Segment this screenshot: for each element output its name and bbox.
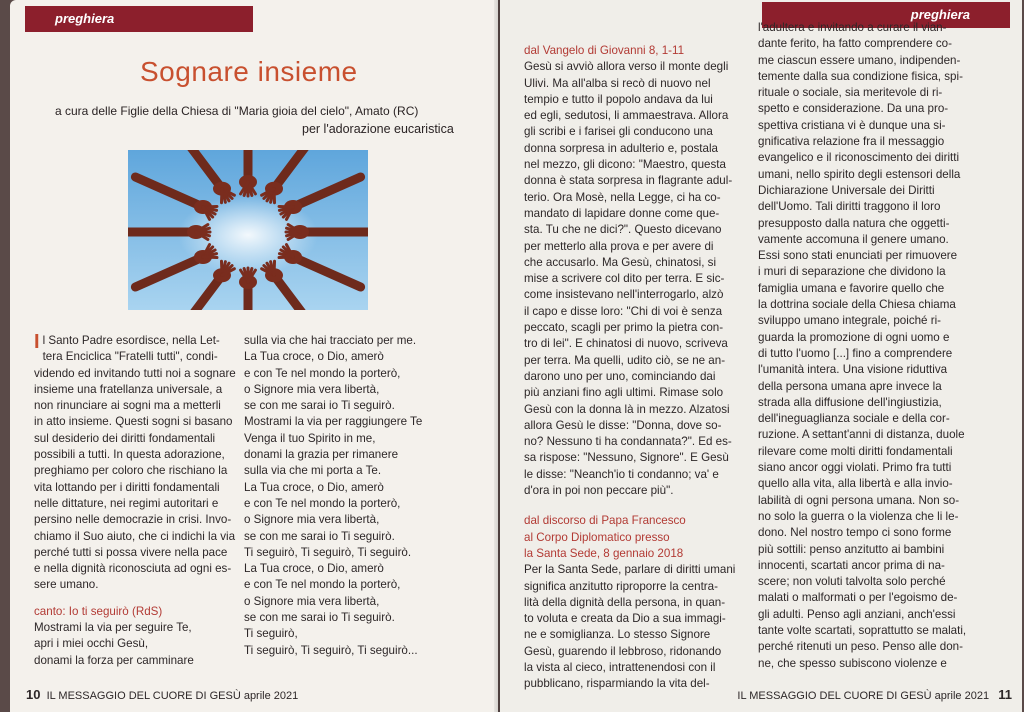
text-line: sere umano. [34, 578, 99, 592]
hands-circle-illustration [128, 150, 368, 310]
text-line: preghiamo per coloro che rischiano la [34, 464, 228, 478]
text-line: nel mezzo, gli dicono: "Maestro, questa [524, 158, 726, 172]
intro-column [34, 333, 238, 669]
text-line: nelle dittature, nei regimi autoritari e [34, 496, 219, 510]
text-line: vamente accomuna il genere umano. [758, 232, 949, 246]
text-line: quello alla vita, alla libertà e alla invio- [758, 477, 953, 491]
text-line: rituale o sociale, sia meritevole di ri- [758, 86, 943, 100]
text-line: scere; non voluti talvolta solo perché [758, 575, 946, 589]
text-line: come insistevano nell'interrogarlo, alzò [524, 288, 724, 302]
finger-shape [279, 206, 293, 207]
footer-text-right: IL MESSAGGIO DEL CUORE DI GESÙ aprile 2021 [737, 690, 990, 702]
gospel-heading: dal Vangelo di Giovanni 8, 1-11 [524, 44, 685, 57]
text-line: me ciascun essere umano, indipenden- [758, 53, 961, 67]
text-line: non rinunciare ai sogni ma a metterli [34, 399, 221, 413]
lyric-line: e con Te nel mondo la porterò, [244, 366, 401, 380]
text-line: d'ora in poi non peccare più". [524, 484, 674, 498]
text-line: l'adultera e invitando a curare il vian- [758, 21, 947, 34]
text-line: persino nelle democrazie in crisi. Invo- [34, 513, 232, 527]
text-line: dell'Uomo. Tali diritti traggono il loro [758, 200, 941, 214]
text-line: malati o malformati o per l'egoismo de- [758, 591, 958, 605]
text-line: il capo e disse loro: "Chi di voi è senza [524, 304, 723, 318]
text-line: insieme una fratellanza universale, a [34, 382, 223, 396]
text-line: Dichiarazione Universale dei Diritti [758, 183, 935, 197]
lyric-line: se con me sarai io Ti seguirò. [244, 399, 395, 413]
lyric-line: Ti seguirò, Ti seguirò, Ti seguirò... [244, 643, 418, 657]
text-line: le disse: "Neanch'io ti condanno; va' e [524, 467, 719, 481]
text-line: no solo la guerra o la violenza che li le- [758, 509, 959, 523]
text-line: i muri di separazione che dividono la [758, 265, 946, 279]
text-line: temente dalla sua condizione fisica, spi- [758, 69, 963, 83]
text-line: Ulivi. Ma all'alba si recò di nuovo nel [524, 76, 711, 90]
lyric-line: La Tua croce, o Dio, amerò [244, 562, 384, 576]
text-line: donna sorpresa in adulterio e, postala [524, 141, 719, 155]
text-line: umani, nello spirito degli estensori della [758, 167, 961, 181]
text-line: terio. Ora Mosè, nella Legge, ci ha co- [524, 190, 721, 204]
lyric-line: o Signore mia vera libertà, [244, 382, 380, 396]
text-line: gnificativa relazione fra il messaggio [758, 135, 945, 149]
text-line: ne, che spesso subiscono violenze e [758, 656, 947, 670]
canto-heading: canto: Io ti seguirò (RdS) [34, 604, 163, 618]
lyric-line: e con Te nel mondo la porterò, [244, 578, 401, 592]
lyric-line: o Signore mia vera libertà, [244, 594, 380, 608]
right-page [500, 0, 1022, 712]
lyric-line: se con me sarai io Ti seguirò. [244, 529, 395, 543]
text-line: presupposto dalla natura che oggetti- [758, 216, 950, 230]
lyric-line: e con Te nel mondo la porterò, [244, 496, 401, 510]
text-line: Per la Santa Sede, parlare di diritti umani [524, 563, 736, 577]
lyric-line: sulla via che hai tracciato per me. [244, 334, 417, 347]
text-line: allora Gesù le disse: "Donna, dove so- [524, 418, 722, 432]
pope-speech-heading [524, 513, 748, 562]
page-number-right: 11 [998, 687, 1012, 702]
text-line: siano ancor oggi violati. Primo fra tutti [758, 461, 952, 475]
left-page [10, 0, 498, 712]
article-subtitle: per l'adorazione eucaristica [302, 122, 454, 136]
article-credit: a cura delle Figlie della Chiesa di "Maria gioia del cielo", Amato (RC) [55, 104, 419, 118]
text-line: sa rispose: "Nessuno, Signore". E Gesù [524, 451, 729, 465]
heading-line: dal discorso di Papa Francesco [524, 514, 686, 528]
text-line: dell'ineguaglianza sociale e della cor- [758, 412, 950, 426]
text-line: tempio e tutto il popolo andava da lui [524, 92, 713, 106]
lyric-line: o Signore mia vera libertà, [244, 513, 380, 527]
lyric-line: La Tua croce, o Dio, amerò [244, 350, 384, 364]
text-line: rilevare come molti diritti fondamentali [758, 444, 953, 458]
text-line: più anziani fino agli ultimi. Rimase solo [524, 386, 724, 400]
speech-column [758, 20, 994, 672]
heading-line: la Santa Sede, 8 gennaio 2018 [524, 546, 684, 560]
text-line: evangelico e il riconoscimento dei diritti [758, 151, 960, 165]
article-title: Sognare insieme [140, 56, 358, 87]
text-line: tro di lei". E chinatosi di nuovo, scriveva [524, 337, 728, 351]
lyric-line: donami la grazia per rimanere [244, 448, 399, 462]
text-line: mandato di lapidare donne come que- [524, 206, 720, 220]
text-line: ne e somiglianza. Lo stesso Signore [524, 628, 711, 642]
text-line: dono. Nel nostro tempo ci sono forme [758, 526, 952, 540]
hands-circle-photo [128, 150, 368, 310]
lyric-line: apri i miei occhi Gesù, [34, 637, 149, 651]
text-line: la dottrina sociale della Chiesa chiama [758, 298, 956, 312]
text-line: la vista al cieco, intrattenendosi con il [524, 660, 716, 674]
text-line: dante ferito, ha fatto comprendere co- [758, 37, 952, 51]
text-line: guarda la promozione di ogni uomo e [758, 330, 950, 344]
text-line: donna è stata sorpresa in flagrante adul- [524, 174, 733, 188]
text-line: perché ritenuti un peso. Penso alle don- [758, 640, 963, 654]
text-line: possibili a tutti. In questa adorazione, [34, 448, 225, 462]
text-line: in atto insieme. Questi sogni si basano [34, 415, 233, 429]
text-line: famiglia umana e favorire quello che [758, 281, 945, 295]
text-line: gli scribi e i farisei gli conducono una [524, 125, 713, 139]
speech-text [758, 20, 994, 672]
text-line: no? Nessuno ti ha condannata?". Ed es- [524, 435, 732, 449]
gospel-text [524, 59, 748, 499]
lyric-line: Mostrami la via per raggiungere Te [244, 415, 423, 429]
section-band-right: preghiera [762, 2, 1010, 28]
text-line: Gesù con la donna là in mezzo. Alzatosi [524, 402, 730, 416]
footer-text-left: IL MESSAGGIO DEL CUORE DI GESÙ aprile 2021 [46, 690, 299, 702]
text-line: tera Enciclica "Fratelli tutti", condi- [42, 350, 218, 364]
text-line: della persona umana apre invece la [758, 379, 942, 393]
text-line: strada alla diffusione dell'ingiustizia, [758, 395, 942, 409]
text-line: tante volte scartati, soprattutto se malati, [758, 623, 967, 637]
text-line: Gesù, guarendo il lebbroso, ridonando [524, 644, 722, 658]
text-line: ed egli, sedutosi, li ammaestrava. Allora [524, 109, 729, 123]
section-band-left: preghiera [25, 6, 253, 32]
text-line: pubblicano, risparmiando la vita del- [524, 677, 710, 691]
text-line: ruzione. A settant'anni di distanza, duole [758, 428, 965, 442]
text-line: lità della dignità della persona, in quan- [524, 595, 726, 609]
lyric-line: Mostrami la via per seguire Te, [34, 621, 192, 635]
text-line: sta. Tu che ne dici?". Questo dicevano [524, 223, 722, 237]
text-line: spetto e considerazione. Da una pro- [758, 102, 949, 116]
text-line: e nella dignità riconosciuta ad ogni es- [34, 562, 232, 576]
text-line: mise a scrivere col dito per terra. E sic- [524, 272, 725, 286]
lyric-line: donami la forza per camminare [34, 653, 194, 667]
lyric-line: sulla via che mi porta a Te. [244, 464, 382, 478]
footer-left [26, 687, 298, 702]
text-line: Gesù si avviò allora verso il monte degli [524, 60, 729, 74]
lyric-line: Ti seguirò, [244, 627, 298, 641]
text-line: spettiva cristiana vi è dunque una si- [758, 118, 946, 132]
text-line: che accusarlo. Ma Gesù, chinatosi, si [524, 255, 717, 269]
text-line: innocenti, scartati ancor prima di na- [758, 558, 945, 572]
text-line: per metterlo alla prova e per avere di [524, 239, 714, 253]
finger-shape [221, 189, 222, 203]
lyric-line: se con me sarai io Ti seguirò. [244, 611, 395, 625]
gospel-column [524, 43, 748, 693]
text-line: significa anzitutto riproporre la centra- [524, 579, 718, 593]
text-line: di tutto l'uomo [...] fino a comprendere [758, 346, 953, 360]
text-line: chiamo il Suo aiuto, che ci indichi la via [34, 529, 236, 543]
lyric-line: Ti seguirò, Ti seguirò, Ti seguirò. [244, 545, 412, 559]
text-line: più sottili: penso anzitutto ai bambini [758, 542, 945, 556]
song-column [244, 333, 444, 659]
text-line: perché tutti si possa vivere nella pace [34, 545, 228, 559]
text-line: Essi sono stati enunciati per rimuovere [758, 249, 958, 263]
heading-line: al Corpo Diplomatico presso [524, 530, 670, 544]
text-line: sviluppo umano integrale, poiché ri- [758, 314, 942, 328]
finger-shape [203, 257, 217, 258]
pope-speech-text [524, 562, 748, 692]
text-line: videndo ed invitando tutti noi a sognare [34, 366, 236, 380]
finger-shape [274, 261, 275, 275]
footer-right [737, 687, 1012, 702]
text-line: l'umanità intera. Una visione riduttiva [758, 363, 948, 377]
song-lyrics [244, 333, 444, 659]
lyric-line: Venga il tuo Spirito in me, [244, 431, 376, 445]
text-line: vita lottando per i diritti fondamentali [34, 480, 220, 494]
text-line: gli adulti. Penso agli anziani, anch'essi [758, 607, 956, 621]
text-line: labilità di ogni persona umana. Non so- [758, 493, 960, 507]
intro-text [34, 333, 238, 594]
text-line: sul desiderio dei diritti fondamentali [34, 431, 216, 445]
text-line: darono uno per uno, cominciando dai [524, 369, 716, 383]
lyric-line: La Tua croce, o Dio, amerò [244, 480, 384, 494]
text-line: to voluta e creata da Dio a sua immagi- [524, 612, 726, 626]
drop-cap: I [34, 331, 40, 353]
page-number-left: 10 [26, 687, 41, 702]
canto-text [34, 620, 238, 669]
text-line: per terra. Ma quelli, udito ciò, se ne an- [524, 353, 726, 367]
text-line: peccato, scagli per primo la pietra con- [524, 321, 724, 335]
text-line: l Santo Padre esordisce, nella Let- [42, 334, 220, 347]
